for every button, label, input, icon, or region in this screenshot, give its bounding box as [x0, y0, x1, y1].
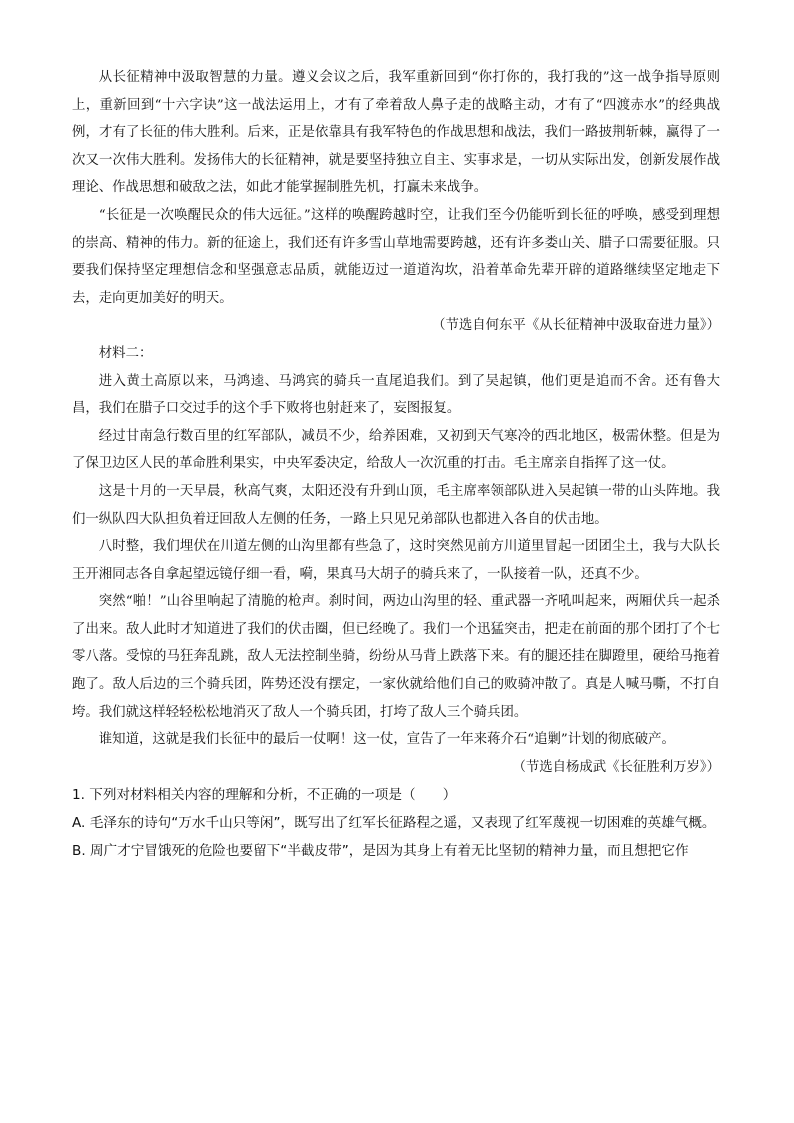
source-citation-2: （节选自杨成武《长征胜利万岁》） — [512, 759, 720, 775]
paragraph-2: “长征是一次唤醒民众的伟大远征。”这样的唤醒跨越时空，让我们至今仍能听到长征的呼唤，感受到理想的崇高、精神的伟力。新的征途上，我们还有许多雪山草地需要跨越，还有许多娄山关、腊子口需要征服。只要我们保持坚定理想信念和坚强意志品质，就能迈过一道道沟坎，沿着革命先辈开辟的道路继续坚定地走下去，走向更加美好的明天。 — [72, 207, 720, 306]
paragraph-6: 八时整，我们埋伏在川道左侧的山沟里都有些急了，这时突然见前方川道里冒起一团团尘土，我与大队长王开湘同志各自拿起望远镜仔细一看，嗬，果真马大胡子的骑兵来了，一队接着一队，还真不少。 — [72, 539, 720, 582]
paragraph-1: 从长征精神中汲取智慧的力量。遵义会议之后，我军重新回到“你打你的，我打我的”这一战争指导原则上，重新回到“十六字诀”这一战法运用上，才有了牵着敌人鼻子走的战略主动，才有了“四渡赤水”的经典战例，才有了长征的伟大胜利。后来，正是依靠具有我军特色的作战思想和战法，我们一路披荆斩棘，赢得了一次又一次伟大胜利。发扬伟大的长征精神，就是要坚持独立自主、实事求是，一切从实际出发，创新发展作战理论、作战思想和破敌之法，如此才能掌握制胜先机，打赢未来战争。 — [72, 70, 720, 196]
source-citation-1: （节选自何东平《从长征精神中汲取奋进力量》） — [432, 318, 720, 334]
material-2-label: 材料二： — [98, 345, 153, 361]
question-stem: 1. 下列对材料相关内容的理解和分析，不正确的一项是（ ） — [72, 787, 457, 804]
document-page — [72, 64, 720, 865]
option-b: B. 周广才宁冒饿死的危险也要留下“半截皮带”，是因为其身上有着无比坚韧的精神力量，而且想把它作 — [72, 843, 689, 860]
paragraph-4: 经过甘南急行数百里的红军部队，减员不少，给养困难，又初到天气寒冷的西北地区，极需休整。但是为了保卫边区人民的革命胜利果实，中央军委决定，给敌人一次沉重的打击。毛主席亲自指挥了这一仗。 — [72, 428, 720, 472]
paragraph-3: 进入黄土高原以来，马鸿逵、马鸿宾的骑兵一直尾追我们。到了吴起镇，他们更是追而不舍。还有鲁大昌，我们在腊子口交过手的这个手下败将也射赶来了，妄图报复。 — [72, 373, 720, 417]
paragraph-7: 突然“啪！”山谷里响起了清脆的枪声。刹时间，两边山沟里的轻、重武器一齐吼叫起来，两厢伏兵一起杀了出来。敌人此时才知道进了我们的伏击圈，但已经晚了。我们一个迅猛突击，把走在前面的那个团打了个七零八落。受惊的马狂奔乱跳，敌人无法控制坐骑，纷纷从马背上跌落下来。有的腿还挂在脚蹬里，硬给马拖着跑了。敌人后边的三个骑兵团，阵势还没有摆定，一家伙就给他们自己的败骑冲散了。真是人喊马嘶，不打自垮。我们就这样轻轻松松地消灭了敌人一个骑兵团，打垮了敌人三个骑兵团。 — [72, 594, 720, 720]
option-a: A. 毛泽东的诗句“万水千山只等闲”，既写出了红军长征路程之遥，又表现了红军蔑视一切困难的英雄气概。 — [72, 815, 716, 832]
paragraph-8: 谁知道，这就是我们长征中的最后一仗啊！这一仗，宣告了一年来蒋介石“追剿”计划的彻底破产。 — [98, 732, 675, 748]
paragraph-5: 这是十月的一天早晨，秋高气爽，太阳还没有升到山顶，毛主席率领部队进入吴起镇一带的山头阵地。我们一纵队四大队担负着迂回敌人左侧的任务，一路上只见兄弟部队也都进入各自的伏击地。 — [72, 483, 720, 527]
